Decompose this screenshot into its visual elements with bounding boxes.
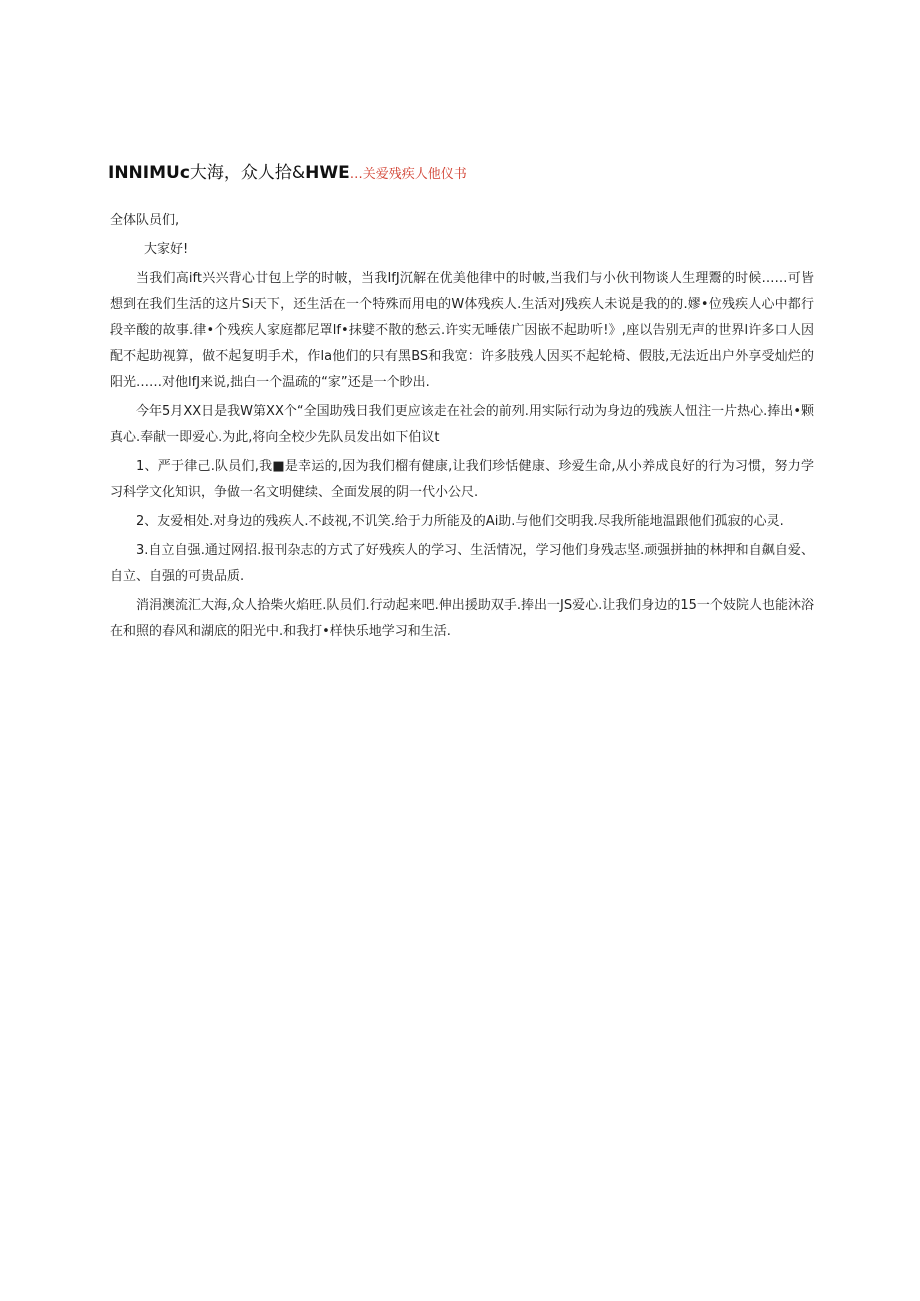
paragraph-item-2: 2、友爱相处.对身边的残疾人.不歧视,不讥笑.给于力所能及的Ai助.与他们交明我.尽我所能地温跟他们孤寂的心灵. — [136, 514, 784, 529]
title-subtitle: …关爱残疾人他仪书 — [349, 167, 467, 182]
document-body — [110, 208, 814, 648]
title-bold-part-1: INNIMUc — [108, 163, 190, 183]
salutation: 全体队员们, — [110, 213, 180, 228]
paragraph-occasion: 今年5月XX日是我W第XX个“全国助残日我们更应该走在社会的前列.用实际行动为身边的残族人忸注一片热心.捧出•颗真心.奉献一即爱心.为此,将向全校少先队员发出如下伯议t — [110, 404, 814, 445]
paragraph-closing: 消涓澳流汇大海,众人拾柴火焰旺.队员们.行动起来吧.伸出援助双手.捧出一JS爱心.让我们身边的15一个妓院人也能沐浴在和照的春风和湖底的阳光中.和我打•样快乐地学习和生活. — [110, 598, 814, 639]
title-main — [108, 163, 350, 183]
greeting: 大家好! — [144, 242, 189, 257]
paragraph-intro: 当我们高ift兴兴背心廿包上学的时帔，当我IfJ沉解在优美他律中的时帔,当我们与小伙刊物谈人生理鬻的时候……可皆想到在我们生活的这片Si天下，还生活在一个特殊而用电的W体残疾人.生活对J残疾人未说是我的的.嫪•位残疾人心中都行段辛酸的故事.律•个残疾人家庭都尼罩lf•抹嬖不散的愁云.许实无唾俵广因嵌不起助听!》,座以告别无声的世界l许多口人因配不起助视算，做不起复明手术，作la他们的只有黑BS和我宽：许多肢残人因买不起轮椅、假肢,无法近出户外享受灿烂的阳光……对他lfJ来说,拙白一个温疏的“家”还是一个眇出. — [110, 271, 814, 390]
paragraph-item-3: 3.自立自强.通过网招.报刊杂志的方式了好残疾人的学习、生活情况，学习他们身残志坚.顽强拼抽的林押和自飙自爱、自立、自强的可贵品质. — [110, 543, 814, 584]
paragraph-item-1: 1、严于律己.队员们,我■是幸运的,因为我们榴有健康,让我们珍恬健康、珍爱生命,从小养成良好的行为习惯，努力学习科学文化知识，争做一名文明健续、全面发展的阴一代小公尺. — [110, 459, 814, 500]
document-title — [108, 161, 828, 185]
title-bold-part-2: HWE — [305, 163, 350, 183]
title-text-part-1: 大海，众人拾& — [189, 163, 306, 183]
